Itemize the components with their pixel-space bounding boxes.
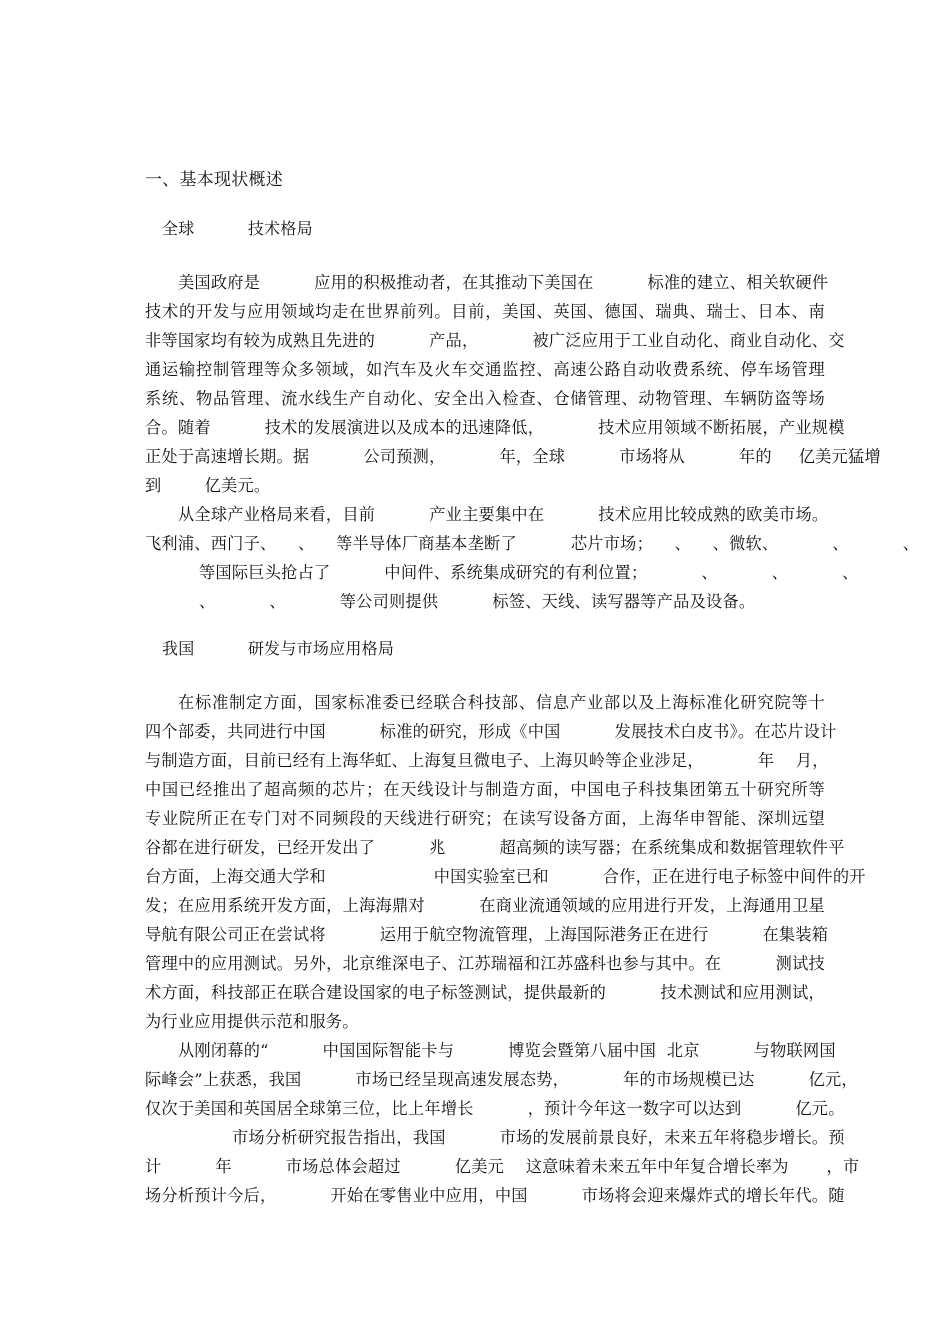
paragraph-line: 等国际巨头抢占了 中间件、系统集成研究的有利位置； 、 、 、 (145, 563, 859, 582)
paragraph-line: 非等国家均有较为成熟且先进的 产品， 被广泛应用于工业自动化、商业自动化、交 (145, 331, 845, 350)
paragraph-line: 飞利浦、西门子、 、 等半导体厂商基本垄断了 芯片市场； 、 、微软、 、 、 (145, 534, 920, 553)
paragraph-line: 合。随着 技术的发展演进以及成本的迅速降低， 技术应用领域不断拓展，产业规模 (145, 418, 845, 437)
paragraph-line: 场分析预计今后， 开始在零售业中应用，中国 市场将会迎来爆炸式的增长年代。随 (145, 1186, 845, 1205)
paragraph-line: 到 亿美元。 (145, 476, 271, 495)
paragraph-line: 仅次于美国和英国居全球第三位，比上年增长 ，预计今年这一数字可以达到 亿元。 (145, 1099, 845, 1118)
paragraph-line: 际峰会”上获悉，我国 市场已经呈现高速发展态势， 年的市场规模已达 亿元， (145, 1070, 858, 1089)
paragraph-line: 与制造方面，目前已经有上海华虹、上海复旦微电子、上海贝岭等企业涉足， 年 月， (145, 751, 829, 770)
paragraph-line: 四个部委，共同进行中国 标准的研究，形成《中国 发展技术白皮书》。在芯片设计 (145, 722, 837, 741)
paragraph-line: 通运输控制管理等众多领域，如汽车及火车交通监控、高速公路自动收费系统、停车场管理 (145, 360, 825, 379)
paragraph-line: 技术的开发与应用领域均走在世界前列。目前，美国、英国、德国、瑞典、瑞士、日本、南 (145, 302, 825, 321)
paragraph-line: 从全球产业格局来看，目前 产业主要集中在 技术应用比较成熟的欧美市场。 (178, 505, 829, 524)
paragraph-line: 术方面，科技部正在联合建设国家的电子标签测试，提供最新的 技术测试和应用测试， (145, 983, 825, 1002)
paragraph-line: 市场分析研究报告指出，我国 市场的发展前景良好，未来五年将稳步增长。预 (178, 1128, 845, 1147)
subsection-title-global: 全球 技术格局 (162, 219, 313, 238)
paragraph-line: 发；在应用系统开发方面，上海海鼎对 在商业流通领域的应用进行开发，上海通用卫星 (145, 896, 825, 915)
paragraph-line: 美国政府是 应用的积极推动者，在其推动下美国在 标准的建立、相关软硬件 (178, 273, 829, 292)
paragraph-line: 计 年 市场总体会超过 亿美元 这意味着未来五年中年复合增长率为 ，市 (145, 1157, 860, 1176)
paragraph-line: 管理中的应用测试。另外，北京维深电子、江苏瑞福和江苏盛科也参与其中。在 测试技 (145, 954, 825, 973)
paragraph-line: 在标准制定方面，国家标准委已经联合科技部、信息产业部以及上海标准化研究院等十 (178, 693, 825, 712)
paragraph-line: 台方面，上海交通大学和 中国实验室已和 合作，正在进行电子标签中间件的开 (145, 867, 866, 886)
paragraph-line: 从刚闭幕的“ 中国国际智能卡与 博览会暨第八届中国 北京 与物联网国 (178, 1041, 836, 1060)
paragraph-line: 正处于高速增长期。据 公司预测， 年，全球 市场将从 年的 亿美元猛增 (145, 447, 881, 466)
section-heading: 一、基本现状概述 (145, 170, 283, 190)
paragraph-line: 系统、物品管理、流水线生产自动化、安全出入检查、仓储管理、动物管理、车辆防盗等场 (145, 389, 825, 408)
paragraph-line: 导航有限公司正在尝试将 运用于航空物流管理，上海国际港务正在进行 在集装箱 (145, 925, 829, 944)
paragraph-line: 中国已经推出了超高频的芯片；在天线设计与制造方面，中国电子科技集团第五十研究所等 (145, 780, 825, 799)
paragraph-line: 专业院所正在专门对不同频段的天线进行研究；在读写设备方面，上海华申智能、深圳远望 (145, 809, 825, 828)
paragraph-line: 谷都在进行研发，已经开发出了 兆 超高频的读写器；在系统集成和数据管理软件平 (145, 838, 845, 857)
subsection-title-china: 我国 研发与市场应用格局 (162, 639, 395, 658)
paragraph-line: 、 、 等公司则提供 标签、天线、读写器等产品及设备。 (145, 592, 756, 611)
paragraph-line: 为行业应用提供示范和服务。 (145, 1012, 359, 1031)
